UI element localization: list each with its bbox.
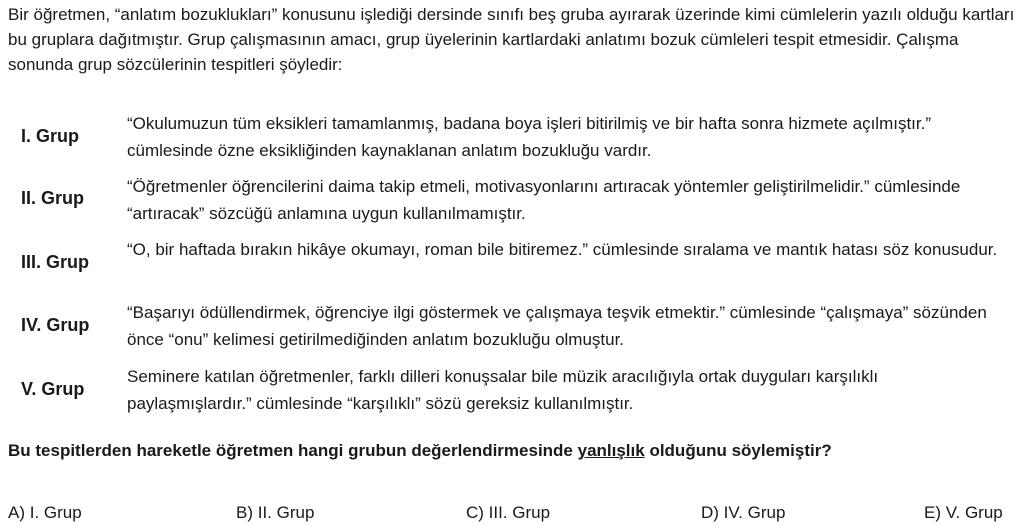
answer-option-c[interactable]: C) III. Grup [466, 503, 551, 522]
group-item-5 [0, 363, 1024, 415]
group-statement: Seminere katılan öğretmenler, farklı dilleri konuşsalar bile müzik aracılığıyla ortak duyguları karşılıklı paylaşmışlardır.” cümlesinde “karşılıklı” sözü gereksiz kullanılmıştır. [127, 367, 879, 413]
group-label: III. Grup [21, 252, 90, 272]
question-stem-end: olduğunu söylemiştir? [644, 441, 832, 460]
answer-option-d[interactable]: D) IV. Grup [701, 503, 786, 522]
group-item-2 [0, 173, 1024, 225]
group-item-3 [0, 236, 1024, 288]
group-label: I. Grup [21, 126, 79, 146]
group-label: IV. Grup [21, 315, 90, 335]
group-statement: “Başarıyı ödüllendirmek, öğrenciye ilgi göstermek ve çalışmaya teşvik etmektir.” cümlesinde “çalışmaya” sözünden önce “onu” kelimesi getirilmediğinden anlatım bozukluğu olmuştur. [127, 303, 987, 349]
group-item-4 [0, 299, 1024, 351]
group-label: V. Grup [21, 379, 85, 399]
question-intro-paragraph: Bir öğretmen, “anlatım bozuklukları” konusunu işlediği dersinde sınıfı beş gruba ayırarak üzerinde kimi cümlelerin yazılı olduğu kartları bu gruplara dağıtmıştır. Grup çalışmasının amacı, grup üyelerinin kartlardaki anlatımı bozuk cümleleri tespit etmesidir. Çalışma sonunda grup sözcülerinin tespitleri şöyledir: [8, 5, 1015, 74]
group-label: II. Grup [21, 188, 84, 208]
group-statement: “Okulumuzun tüm eksikleri tamamlanmış, badana boya işleri bitirilmiş ve bir hafta sonra hizmete açılmıştır.” cümlesinde özne eksikliğinden kaynaklanan anlatım bozukluğu vardır. [127, 114, 932, 160]
answer-option-b[interactable]: B) II. Grup [236, 503, 315, 522]
answer-option-a[interactable]: A) I. Grup [8, 503, 82, 522]
question-stem-underlined: yanlışlık [577, 441, 645, 460]
question-stem-start: Bu tespitlerden hareketle öğretmen hangi grubun değerlendirmesinde [8, 441, 578, 460]
group-item-1 [0, 110, 1024, 162]
answer-option-e[interactable]: E) V. Grup [924, 503, 1003, 522]
group-statement: “O, bir haftada bırakın hikâye okumayı, roman bile bitiremez.” cümlesinde sıralama ve mantık hatası söz konusudur. [127, 240, 998, 259]
question-stem [8, 439, 832, 463]
group-statement: “Öğretmenler öğrencilerini daima takip etmeli, motivasyonlarını artıracak yöntemler geliştirilmelidir.” cümlesinde “artıracak” sözcüğü anlamına uygun kullanılmamıştır. [127, 177, 961, 223]
